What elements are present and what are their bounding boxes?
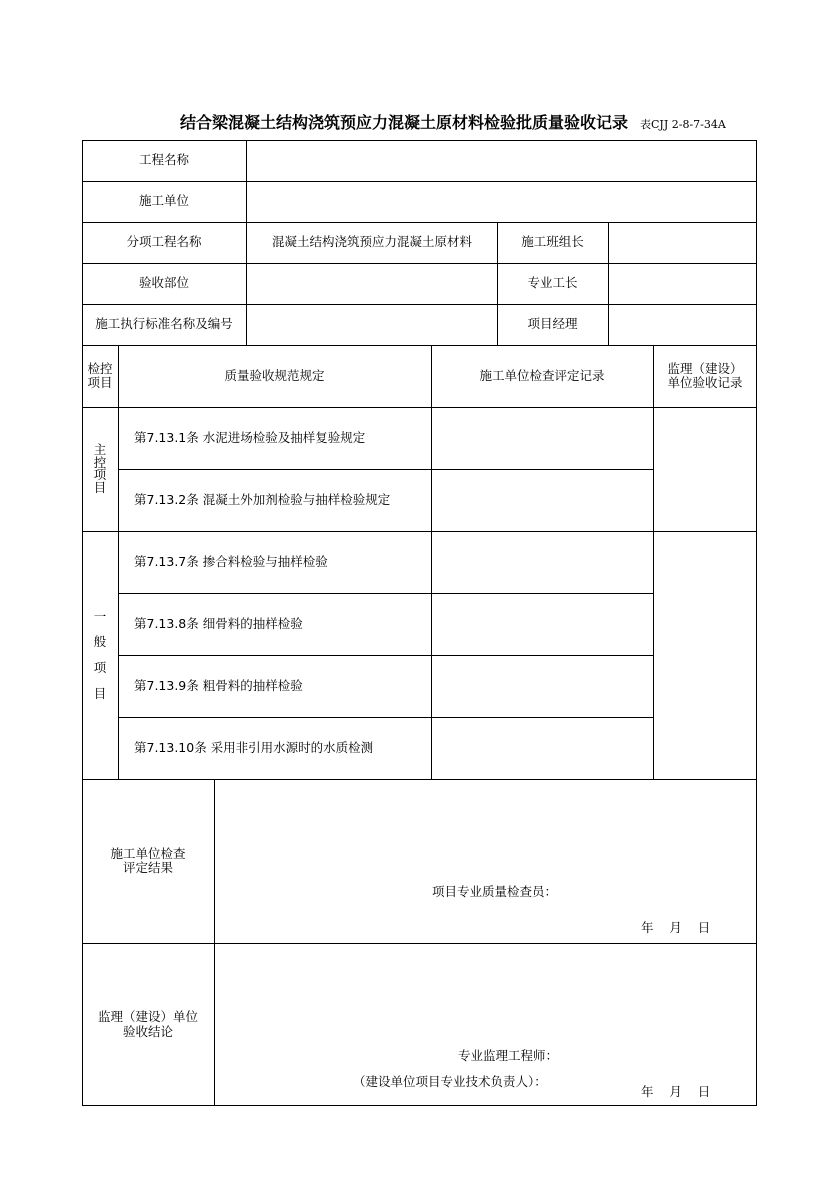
supervision-header-line: 单位验收记录: [667, 375, 743, 390]
supervision-header-line: 监理（建设）: [667, 360, 743, 376]
standard-value[interactable]: [247, 304, 497, 345]
foreman-label: 专业工长: [527, 275, 578, 291]
conclusion-label: [82, 943, 214, 1106]
acceptance-part-label: 验收部位: [138, 275, 189, 291]
spec-header: 质量验收规范规定: [224, 367, 325, 383]
main-item-record[interactable]: [432, 407, 653, 469]
result-label-line: 施工单位检查: [110, 845, 186, 861]
acceptance-part-value[interactable]: [247, 263, 497, 304]
team-leader-label: 施工班组长: [521, 234, 584, 250]
result-label: [82, 779, 214, 943]
main-supervision-record[interactable]: [654, 407, 757, 531]
group-char: 项: [93, 467, 107, 482]
group-char: 目: [93, 685, 107, 701]
group-char: 主: [93, 442, 107, 457]
group-char: 一: [93, 608, 107, 624]
sub-project-value[interactable]: 混凝土结构浇筑预应力混凝土原材料: [271, 234, 472, 250]
project-manager-label: 项目经理: [527, 316, 578, 332]
general-item: 第7.13.8条 细骨料的抽样检验: [134, 615, 303, 631]
general-item-record[interactable]: [432, 655, 653, 717]
project-name-value[interactable]: [247, 140, 757, 181]
main-item: 第7.13.1条 水泥进场检验及抽样复验规定: [134, 429, 366, 445]
group-char: 般: [93, 634, 107, 650]
supervising-engineer-signature: 专业监理工程师：: [458, 1048, 559, 1063]
project-manager-value[interactable]: [609, 304, 757, 345]
owner-representative-signature: （建设单位项目专业技术负责人）：: [353, 1074, 547, 1089]
general-supervision-record[interactable]: [654, 531, 757, 779]
control-item-header: [82, 345, 118, 407]
control-item-header-line: 项目: [87, 375, 113, 390]
record-header: 施工单位检查评定记录: [479, 367, 605, 383]
general-item-record[interactable]: [432, 717, 653, 779]
conclusion-label-line: 验收结论: [122, 1023, 173, 1039]
sub-project-label: 分项工程名称: [126, 234, 202, 250]
quality-inspector-signature: 项目专业质量检查员：: [432, 884, 558, 899]
general-item: 第7.13.7条 掺合料检验与抽样检验: [134, 553, 328, 569]
main-item-record[interactable]: [432, 469, 653, 531]
main-control-group-label: [82, 407, 118, 531]
group-char: 目: [93, 479, 107, 495]
result-date: 年 月 日: [641, 920, 711, 935]
construction-unit-value[interactable]: [247, 181, 757, 222]
form-code: 表CJJ 2-8-7-34A: [640, 118, 726, 131]
general-item-record[interactable]: [432, 593, 653, 655]
general-group-label: [82, 531, 118, 779]
main-item: 第7.13.2条 混凝土外加剂检验与抽样检验规定: [134, 491, 391, 507]
general-item: 第7.13.10条 采用非引用水源时的水质检测: [134, 739, 374, 755]
standard-label: 施工执行标准名称及编号: [95, 316, 233, 332]
group-char: 项: [93, 660, 107, 675]
result-label-line: 评定结果: [122, 860, 173, 875]
group-char: 控: [93, 454, 107, 470]
conclusion-label-line: 监理（建设）单位: [97, 1009, 198, 1025]
general-item: 第7.13.9条 粗骨料的抽样检验: [134, 677, 303, 693]
form-title: 结合梁混凝土结构浇筑预应力混凝土原材料检验批质量验收记录: [180, 113, 629, 132]
construction-unit-label: 施工单位: [138, 193, 189, 209]
foreman-value[interactable]: [609, 263, 757, 304]
project-name-label: 工程名称: [138, 152, 189, 168]
team-leader-value[interactable]: [609, 222, 757, 263]
control-item-header-line: 检控: [87, 360, 113, 376]
general-item-record[interactable]: [432, 531, 653, 593]
supervision-header: [653, 345, 757, 407]
conclusion-date: 年 月 日: [641, 1084, 711, 1099]
